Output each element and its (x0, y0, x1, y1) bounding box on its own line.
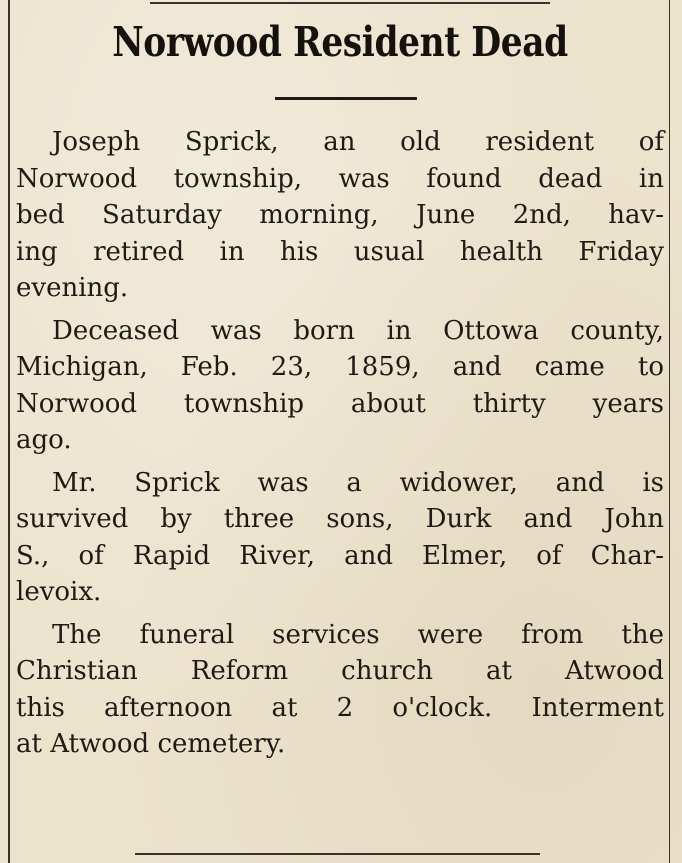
paragraph-1 (16, 124, 664, 307)
bottom-column-rule (135, 853, 540, 855)
text-line: ago. (16, 425, 72, 455)
text-line: The funeral services were from the (52, 619, 664, 650)
text-line: bed Saturday morning, June 2nd, hav- (16, 200, 664, 230)
top-column-rule (150, 2, 550, 4)
text-line: S., of Rapid River, and Elmer, of Char- (16, 540, 664, 571)
text-line: this afternoon at 2 o'clock. Interment (16, 692, 664, 723)
text-line: Norwood township, was found dead in (16, 163, 664, 194)
text-line: Deceased was born in Ottowa county, (52, 315, 664, 346)
paragraph-3 (16, 465, 664, 611)
text-line: evening. (16, 273, 129, 303)
text-line: levoix. (16, 577, 102, 607)
text-line: Joseph Sprick, an old resident of (52, 127, 664, 157)
text-line: Mr. Sprick was a widower, and is (52, 467, 664, 498)
text-line: Christian Reform church at Atwood (16, 656, 664, 686)
text-line: at Atwood cemetery. (16, 729, 286, 759)
left-column-rule (8, 0, 10, 863)
paragraph-4 (16, 617, 664, 763)
article-body (16, 124, 664, 769)
text-line: survived by three sons, Durk and John (16, 504, 664, 534)
text-line: ing retired in his usual health Friday (16, 236, 664, 267)
paragraph-2 (16, 313, 664, 459)
headline: Norwood Resident Dead (112, 18, 568, 66)
text-line: Michigan, Feb. 23, 1859, and came to (16, 352, 664, 382)
text-line: Norwood township about thirty years (16, 388, 664, 419)
right-column-rule (669, 0, 671, 863)
headline-divider (275, 97, 417, 100)
